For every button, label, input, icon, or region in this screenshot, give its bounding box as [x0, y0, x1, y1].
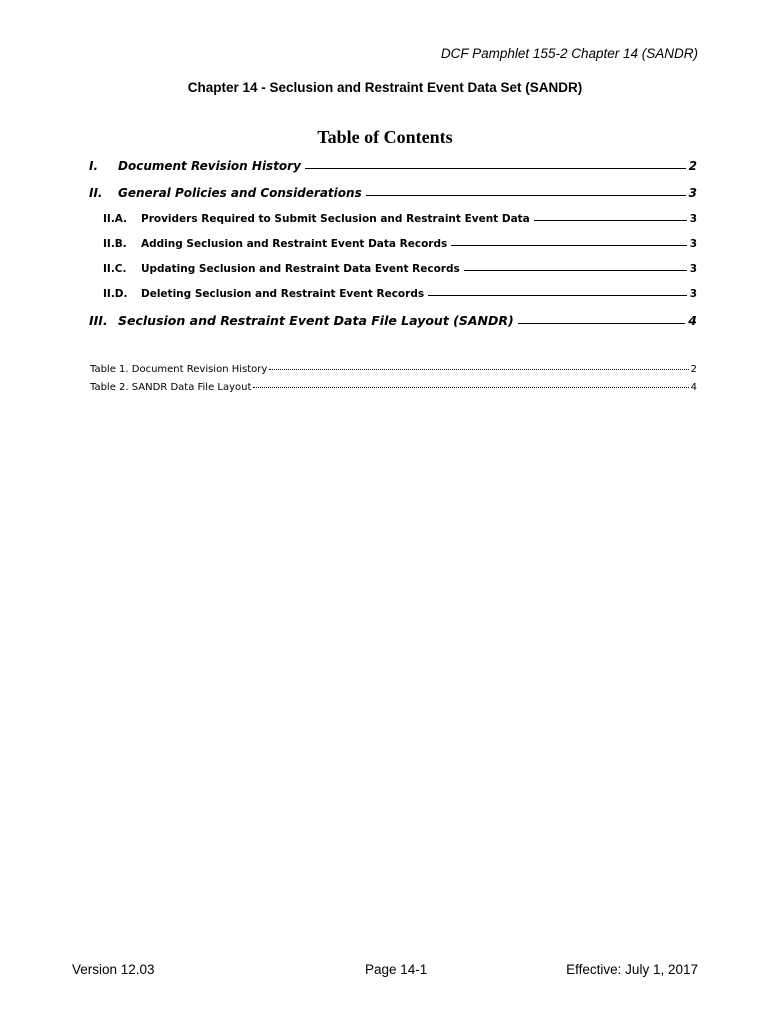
toc-entry-page: 3 — [689, 213, 697, 225]
toc-entry-file-layout[interactable] — [89, 313, 697, 328]
toc-leader — [305, 168, 686, 169]
running-header: DCF Pamphlet 155-2 Chapter 14 (SANDR) — [440, 46, 698, 61]
toc-entry-label: General Policies and Considerations — [118, 186, 362, 200]
toc-entry-page: 3 — [688, 186, 697, 200]
toc-leader — [464, 270, 687, 271]
toc-entry-providers-required[interactable] — [103, 213, 697, 225]
toc-entry-page: 4 — [688, 313, 697, 328]
toc-entry-number: II. — [89, 186, 103, 200]
footer-page-number: Page 14-1 — [365, 962, 428, 977]
footer-effective-date: Effective: July 1, 2017 — [566, 962, 698, 977]
toc-entry-page: 3 — [689, 238, 697, 250]
toc-entry-deleting-records[interactable] — [103, 288, 697, 300]
toc-heading: Table of Contents — [317, 127, 453, 147]
toc-entry-number: II.D. — [103, 288, 128, 300]
toc-entry-document-revision-history[interactable] — [89, 159, 697, 173]
toc-entry-updating-records[interactable] — [103, 263, 697, 275]
toc-entry-adding-records[interactable] — [103, 238, 697, 250]
dot-leader — [269, 369, 688, 370]
toc-leader — [451, 245, 686, 246]
toc-leader — [366, 195, 686, 196]
toc-leader — [428, 295, 687, 296]
table-list-entry-file-layout[interactable] — [90, 382, 697, 393]
toc-entry-page: 2 — [688, 159, 697, 173]
dot-leader — [253, 387, 688, 388]
toc-entry-number: II.B. — [103, 238, 127, 250]
toc-entry-label: Updating Seclusion and Restraint Data Event Records — [141, 263, 460, 275]
toc-leader — [518, 323, 686, 324]
toc-entry-label: Adding Seclusion and Restraint Event Data Records — [141, 238, 448, 250]
toc-entry-number: II.C. — [103, 263, 127, 275]
toc-entry-general-policies[interactable] — [89, 186, 697, 200]
table-list-label: Table 2. SANDR Data File Layout — [90, 382, 252, 393]
table-list-label: Table 1. Document Revision History — [90, 364, 268, 375]
footer-version: Version 12.03 — [72, 962, 155, 977]
toc-entry-label: Providers Required to Submit Seclusion and Restraint Event Data — [141, 213, 530, 225]
toc-entry-number: II.A. — [103, 213, 128, 225]
toc-entry-label: Seclusion and Restraint Event Data File Layout (SANDR) — [118, 313, 514, 328]
toc-entry-page: 3 — [689, 288, 697, 300]
table-list-page: 4 — [690, 382, 697, 393]
chapter-title: Chapter 14 - Seclusion and Restraint Event Data Set (SANDR) — [187, 80, 583, 95]
toc-entry-number: III. — [89, 313, 108, 328]
toc-entry-label: Document Revision History — [118, 159, 301, 173]
table-list-page: 2 — [690, 364, 697, 375]
toc-entry-number: I. — [89, 159, 99, 173]
toc-entry-page: 3 — [689, 263, 697, 275]
toc-entry-label: Deleting Seclusion and Restraint Event Records — [141, 288, 425, 300]
table-list-entry-revision-history[interactable] — [90, 364, 697, 375]
toc-leader — [534, 220, 687, 221]
